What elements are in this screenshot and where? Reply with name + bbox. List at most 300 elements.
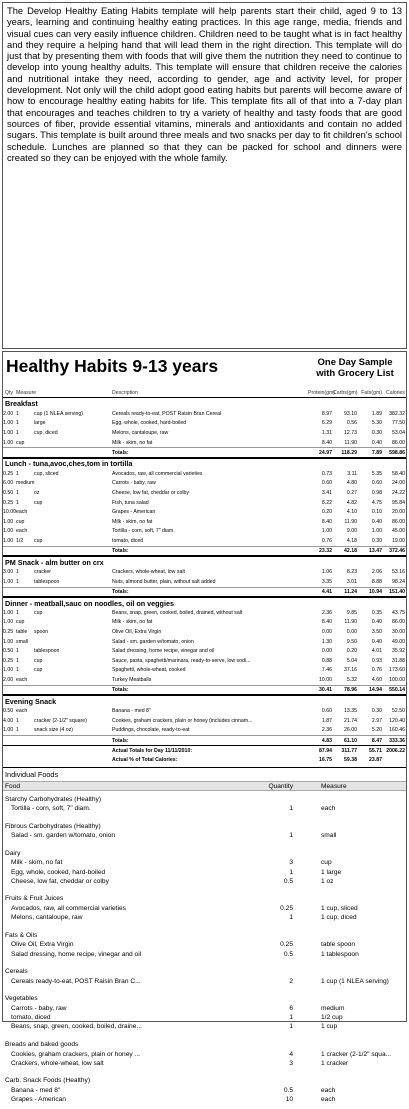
item-carbs: 4.18 bbox=[346, 537, 357, 544]
item-protein: 3.35 bbox=[321, 578, 332, 585]
grocery-item-row bbox=[3, 804, 406, 813]
meal-item-row bbox=[3, 527, 406, 537]
grocery-category: Breads and baked goods bbox=[5, 1040, 79, 1048]
item-carbs: 3.11 bbox=[347, 470, 357, 477]
sheet-subtitle bbox=[310, 357, 400, 379]
grocery-food: Cereals ready-to-eat, POST Raisin Bran C... bbox=[11, 977, 141, 985]
category-gap bbox=[3, 922, 406, 927]
item-fats: 1.00 bbox=[371, 528, 382, 535]
item-protein: 1.87 bbox=[321, 717, 332, 724]
grocery-measure: 1 tablespoon bbox=[321, 950, 359, 958]
item-fats: 0.30 bbox=[371, 537, 382, 544]
item-unit: small bbox=[16, 638, 29, 645]
meal-plan-sheet bbox=[2, 351, 407, 1104]
item-unit: cup bbox=[16, 619, 25, 626]
col-carbs: Carbs(gm) bbox=[333, 389, 358, 396]
grocery-category: Starchy Carbohydrates (Healthy) bbox=[5, 795, 102, 803]
item-protein: 2.36 bbox=[321, 727, 332, 734]
grocery-measure: small bbox=[321, 832, 337, 840]
grocery-food: Cheese, low fat, cheddar or colby bbox=[11, 877, 109, 885]
item-calories: 24.00 bbox=[392, 480, 405, 487]
grocery-food: Cookies, graham crackers, plain or honey ... bbox=[11, 1050, 141, 1058]
meal-item-row bbox=[3, 428, 406, 438]
meal-totals-row bbox=[3, 685, 406, 695]
totals-calories: 598.86 bbox=[389, 449, 405, 456]
grocery-measure: 1 cup bbox=[321, 1023, 338, 1031]
item-protein: 8.40 bbox=[321, 619, 332, 626]
totals-protein: 4.41 bbox=[321, 588, 332, 595]
item-carbs: 13.35 bbox=[344, 708, 357, 715]
item-unit: each bbox=[16, 708, 28, 715]
item-description: Puddings, chocolate, ready-to-eat bbox=[112, 727, 190, 734]
item-description: Avocados, raw, all commercial varieties bbox=[112, 470, 203, 477]
item-description: Milk - skim, no fat bbox=[112, 518, 153, 525]
meal-block bbox=[3, 556, 406, 597]
col-calories: Calories bbox=[385, 389, 405, 396]
category-gap bbox=[3, 813, 406, 818]
grocery-item-row bbox=[3, 950, 406, 959]
item-calories: 19.00 bbox=[392, 537, 405, 544]
col-protein: Protein(gm) bbox=[308, 389, 336, 396]
item-carbs: 9.85 bbox=[346, 609, 357, 616]
grocery-food: Grapes - American bbox=[11, 1096, 66, 1104]
item-carbs: 4.82 bbox=[346, 499, 357, 506]
item-qty: 2.00 bbox=[3, 677, 14, 684]
item-protein: 1.31 bbox=[321, 429, 332, 436]
item-measure: cup bbox=[34, 657, 43, 664]
totals-label: Totals: bbox=[112, 449, 129, 456]
totals-fats: 7.89 bbox=[371, 449, 382, 456]
totals-label: Totals: bbox=[112, 588, 129, 595]
meal-heading: PM Snack - alm butter on crx bbox=[3, 556, 406, 567]
item-fats: 0.40 bbox=[371, 638, 382, 645]
grocery-col-quantity: Quantity bbox=[268, 782, 293, 790]
grocery-quantity: 4 bbox=[289, 1050, 293, 1058]
item-description: Milk - skim, no fat bbox=[112, 619, 153, 626]
item-unit: 1 bbox=[16, 578, 19, 585]
totals-protein: 4.83 bbox=[321, 737, 332, 744]
item-calories: 100.00 bbox=[389, 677, 405, 684]
grocery-quantity: 1 bbox=[289, 914, 293, 922]
meal-block bbox=[3, 695, 406, 745]
item-carbs: 5.04 bbox=[346, 657, 357, 664]
grocery-quantity: 10 bbox=[285, 1096, 293, 1104]
item-unit: 1 bbox=[16, 648, 19, 655]
item-calories: 53.04 bbox=[392, 429, 405, 436]
item-qty: 1.00 bbox=[3, 537, 14, 544]
item-calories: 77.50 bbox=[392, 420, 405, 427]
item-fats: 4.60 bbox=[371, 677, 382, 684]
meal-item-row bbox=[3, 656, 406, 666]
item-description: Cereals ready-to-eat, POST Raisin Bran Cereal bbox=[112, 410, 222, 417]
day-calories: 2006.22 bbox=[386, 747, 405, 754]
item-fats: 5.35 bbox=[371, 470, 382, 477]
item-unit: cup bbox=[16, 518, 25, 525]
meal-item-row bbox=[3, 716, 406, 726]
grocery-category: Fibrous Carbohydrates (Healthy) bbox=[5, 822, 101, 830]
grocery-heading: Individual Foods bbox=[3, 767, 406, 781]
item-qty: 1.00 bbox=[3, 518, 14, 525]
item-unit: 1/2 bbox=[16, 537, 24, 544]
meal-item-row bbox=[3, 608, 406, 618]
item-calories: 49.00 bbox=[392, 638, 405, 645]
meal-item-row bbox=[3, 517, 406, 527]
item-qty: 1.00 bbox=[3, 667, 14, 674]
item-calories: 45.00 bbox=[392, 528, 405, 535]
item-fats: 4.01 bbox=[371, 648, 382, 655]
item-description: Cheese, low fat, cheddar or colby bbox=[112, 489, 189, 496]
item-qty: 1.00 bbox=[3, 609, 14, 616]
category-gap bbox=[3, 1031, 406, 1036]
item-carbs: 0.00 bbox=[346, 629, 357, 636]
meal-item-row bbox=[3, 706, 406, 716]
meal-heading: Dinner - meatball,sauc on noodles, oil on veggies bbox=[3, 597, 406, 608]
grocery-item-row bbox=[3, 858, 406, 867]
item-calories: 35.92 bbox=[392, 648, 405, 655]
grocery-item-row bbox=[3, 940, 406, 949]
item-unit: 1 bbox=[16, 717, 19, 724]
item-carbs: 21.74 bbox=[344, 717, 357, 724]
item-calories: 173.60 bbox=[389, 667, 405, 674]
grocery-item-row bbox=[3, 1059, 406, 1068]
item-description: Tortilla - corn, soft, 7" diam. bbox=[112, 528, 175, 535]
item-protein: 8.97 bbox=[321, 410, 332, 417]
grocery-quantity: 1 bbox=[289, 868, 293, 876]
item-protein: 0.73 bbox=[321, 470, 332, 477]
item-fats: 0.30 bbox=[371, 429, 382, 436]
item-fats: 0.93 bbox=[371, 657, 382, 664]
item-carbs: 8.23 bbox=[346, 569, 357, 576]
grocery-measure: cup bbox=[321, 859, 332, 867]
item-qty: 10.00 bbox=[3, 509, 16, 516]
grocery-food: Carrots - baby, raw bbox=[11, 1004, 67, 1012]
item-description: tomato, diced bbox=[112, 537, 144, 544]
pct-carbs: 59.38 bbox=[344, 757, 357, 764]
meals-container bbox=[3, 398, 406, 746]
item-protein: 8.22 bbox=[321, 499, 332, 506]
meal-item-row bbox=[3, 646, 406, 656]
item-carbs: 9.50 bbox=[346, 638, 357, 645]
sheet-title: Healthy Habits 9-13 years bbox=[6, 356, 219, 376]
item-description: Fish, tuna salad bbox=[112, 499, 149, 506]
item-calories: 86.00 bbox=[392, 619, 405, 626]
grocery-quantity: 1 bbox=[289, 1023, 293, 1031]
item-measure: cup bbox=[34, 499, 43, 506]
item-qty: 1.00 bbox=[3, 578, 14, 585]
meal-item-row bbox=[3, 498, 406, 508]
item-carbs: 0.20 bbox=[346, 648, 357, 655]
item-fats: 0.30 bbox=[371, 708, 382, 715]
item-protein: 0.00 bbox=[321, 648, 332, 655]
meal-item-row bbox=[3, 577, 406, 587]
pct-protein: 16.75 bbox=[319, 757, 332, 764]
totals-fats: 8.47 bbox=[371, 737, 382, 744]
item-qty: 0.50 bbox=[3, 648, 14, 655]
item-description: Olive Oil, Extra Virgin bbox=[112, 629, 162, 636]
item-fats: 8.88 bbox=[371, 578, 382, 585]
item-measure: cup bbox=[34, 667, 43, 674]
item-qty: 0.25 bbox=[3, 499, 14, 506]
item-qty: 6.00 bbox=[3, 480, 14, 487]
item-description: Crackers, whole-wheat, low salt bbox=[112, 569, 185, 576]
grocery-measure: 1/2 cup bbox=[321, 1014, 343, 1022]
totals-calories: 372.46 bbox=[389, 548, 405, 555]
meal-block bbox=[3, 458, 406, 556]
item-protein: 1.06 bbox=[321, 569, 332, 576]
category-gap bbox=[3, 986, 406, 991]
totals-fats: 13.47 bbox=[369, 548, 382, 555]
totals-label: Totals: bbox=[112, 737, 129, 744]
item-calories: 20.00 bbox=[392, 509, 405, 516]
grocery-item-row bbox=[3, 1095, 406, 1104]
item-unit: 1 bbox=[16, 667, 19, 674]
grocery-measure: medium bbox=[321, 1004, 345, 1012]
meal-block bbox=[3, 597, 406, 695]
col-fats: Fats(gm) bbox=[361, 389, 382, 396]
grocery-food: Olive Oil, Extra Virgin bbox=[11, 941, 74, 949]
category-gap bbox=[3, 1068, 406, 1073]
grocery-quantity: 1 bbox=[289, 805, 293, 813]
item-unit: 1 bbox=[16, 499, 19, 506]
grocery-category: Carb. Snack Foods (Healthy) bbox=[5, 1077, 91, 1085]
item-calories: 382.32 bbox=[389, 410, 405, 417]
meal-item-row bbox=[3, 627, 406, 637]
category-gap bbox=[3, 1104, 406, 1109]
item-measure: tablespoon bbox=[34, 578, 60, 585]
item-carbs: 4.80 bbox=[346, 480, 357, 487]
grocery-food: Crackers, whole-wheat, low salt bbox=[11, 1059, 104, 1067]
item-carbs: 0.27 bbox=[346, 489, 357, 496]
meal-item-row bbox=[3, 419, 406, 429]
meal-item-row bbox=[3, 536, 406, 546]
item-unit: medium bbox=[16, 480, 35, 487]
pct-totals-row bbox=[3, 755, 406, 765]
item-measure: cup (1 NLEA serving) bbox=[34, 410, 84, 417]
item-fats: 5.20 bbox=[371, 727, 382, 734]
item-protein: 1.00 bbox=[321, 528, 332, 535]
item-carbs: 4.10 bbox=[346, 509, 357, 516]
item-unit: 1 bbox=[16, 569, 19, 576]
grocery-category: Vegetables bbox=[5, 995, 38, 1003]
item-measure: oz bbox=[34, 489, 40, 496]
item-carbs: 0.56 bbox=[346, 420, 357, 427]
col-measure: Measure bbox=[16, 389, 37, 396]
item-carbs: 11.90 bbox=[344, 619, 357, 626]
item-unit: table bbox=[16, 629, 28, 636]
pct-totals-label: Actual % of Total Calories: bbox=[112, 757, 178, 764]
item-protein: 0.60 bbox=[321, 708, 332, 715]
item-measure: cup bbox=[34, 609, 43, 616]
meal-heading: Evening Snack bbox=[3, 695, 406, 706]
item-calories: 30.00 bbox=[392, 629, 405, 636]
item-fats: 0.40 bbox=[371, 439, 382, 446]
item-unit: 1 bbox=[16, 657, 19, 664]
item-qty: 0.25 bbox=[3, 657, 14, 664]
item-unit: 1 bbox=[16, 410, 19, 417]
item-calories: 43.75 bbox=[392, 609, 405, 616]
grocery-list bbox=[3, 794, 406, 1109]
meal-item-row bbox=[3, 488, 406, 498]
item-protein: 10.00 bbox=[319, 677, 332, 684]
item-fats: 2.97 bbox=[371, 717, 382, 724]
item-fats: 0.76 bbox=[371, 667, 382, 674]
totals-calories: 151.40 bbox=[389, 588, 405, 595]
grocery-quantity: 3 bbox=[289, 859, 293, 867]
item-unit: each bbox=[16, 509, 28, 516]
item-qty: 0.25 bbox=[3, 470, 14, 477]
item-measure: spoon bbox=[34, 629, 49, 636]
item-protein: 0.88 bbox=[321, 657, 332, 664]
grocery-quantity: 3 bbox=[289, 1059, 293, 1067]
item-measure: cracker bbox=[34, 569, 52, 576]
item-qty: 4.00 bbox=[3, 717, 14, 724]
item-calories: 58.40 bbox=[392, 470, 405, 477]
item-description: Carrots - baby, raw bbox=[112, 480, 156, 487]
totals-fats: 14.94 bbox=[369, 687, 382, 694]
grocery-quantity: 1 bbox=[289, 832, 293, 840]
meal-item-row bbox=[3, 726, 406, 736]
grocery-item-row bbox=[3, 1004, 406, 1013]
grocery-category: Fruits & Fruit Juices bbox=[5, 895, 64, 903]
grocery-measure: 1 cracker bbox=[321, 1059, 349, 1067]
item-description: Nuts, almond butter, plain, without salt added bbox=[112, 578, 216, 585]
item-qty: 1.00 bbox=[3, 727, 14, 734]
item-measure: large bbox=[34, 420, 46, 427]
totals-calories: 333.36 bbox=[389, 737, 405, 744]
column-headers bbox=[3, 388, 406, 398]
grocery-quantity: 0.5 bbox=[283, 1086, 293, 1094]
grocery-food: Milk - skim, no fat bbox=[11, 859, 63, 867]
grocery-food: Avocados, raw, all commercial varieties bbox=[11, 905, 126, 913]
grocery-item-row bbox=[3, 1049, 406, 1058]
item-qty: 0.50 bbox=[3, 708, 14, 715]
grocery-category: Cereals bbox=[5, 968, 28, 976]
meal-totals-row bbox=[3, 587, 406, 597]
totals-carbs: 118.29 bbox=[341, 449, 357, 456]
item-qty: 1.00 bbox=[3, 638, 14, 645]
grocery-measure: each bbox=[321, 1086, 336, 1094]
meal-item-row bbox=[3, 479, 406, 489]
grocery-measure: 1 cracker (2-1/2" squa... bbox=[321, 1050, 392, 1058]
grocery-quantity: 1 bbox=[289, 1014, 293, 1022]
item-description: Beans, snap, green, cooked, boiled, drained, without salt bbox=[112, 609, 243, 616]
item-protein: 8.40 bbox=[321, 439, 332, 446]
item-carbs: 93.10 bbox=[344, 410, 357, 417]
meal-item-row bbox=[3, 469, 406, 479]
item-carbs: 26.00 bbox=[344, 727, 357, 734]
item-calories: 31.88 bbox=[392, 657, 405, 664]
item-calories: 160.46 bbox=[389, 727, 405, 734]
item-carbs: 11.90 bbox=[344, 439, 357, 446]
item-unit: each bbox=[16, 677, 28, 684]
totals-carbs: 11.24 bbox=[344, 588, 357, 595]
grocery-measure: 1 cup, diced bbox=[321, 914, 357, 922]
pct-fats: 23.87 bbox=[369, 757, 382, 764]
category-gap bbox=[3, 840, 406, 845]
totals-carbs: 42.18 bbox=[344, 548, 357, 555]
item-description: Cookies, graham crackers, plain or honey (includes cinnam... bbox=[112, 717, 253, 724]
grocery-food: Tortilla - corn, soft, 7" diam. bbox=[11, 805, 91, 813]
item-description: Sauce, pasta, spaghetti/marinara, ready-to-serve, low sodi... bbox=[112, 657, 251, 664]
category-gap bbox=[3, 959, 406, 964]
item-fats: 0.40 bbox=[371, 518, 382, 525]
subtitle-line-1: One Day Sample bbox=[317, 357, 393, 368]
item-protein: 2.36 bbox=[321, 609, 332, 616]
grocery-item-row bbox=[3, 1013, 406, 1022]
grocery-quantity: 0.5 bbox=[283, 950, 293, 958]
category-gap bbox=[3, 886, 406, 891]
item-unit: 1 bbox=[16, 489, 19, 496]
grocery-column-headers bbox=[3, 781, 406, 791]
item-qty: 0.50 bbox=[3, 489, 14, 496]
item-fats: 0.98 bbox=[371, 489, 382, 496]
grocery-measure: table spoon bbox=[321, 941, 356, 949]
col-qty: Qty bbox=[4, 389, 13, 396]
item-description: Salad dressing, home recipe, vinegar and oil bbox=[112, 648, 215, 655]
meal-item-row bbox=[3, 567, 406, 577]
grocery-food: tomato, diced bbox=[11, 1014, 51, 1022]
item-measure: cup bbox=[34, 537, 43, 544]
grocery-item-row bbox=[3, 1086, 406, 1095]
meal-item-row bbox=[3, 675, 406, 685]
grocery-quantity: 0.25 bbox=[280, 941, 293, 949]
item-description: Milk - skim, no fat bbox=[112, 439, 153, 446]
item-qty: 0.25 bbox=[3, 629, 14, 636]
item-protein: 3.41 bbox=[321, 489, 332, 496]
item-calories: 86.00 bbox=[392, 439, 405, 446]
item-fats: 2.06 bbox=[371, 569, 382, 576]
totals-fats: 10.94 bbox=[369, 588, 382, 595]
item-fats: 0.60 bbox=[371, 480, 382, 487]
grocery-item-row bbox=[3, 1022, 406, 1031]
totals-label: Totals: bbox=[112, 548, 129, 555]
totals-label: Totals: bbox=[112, 687, 129, 694]
item-qty: 1.00 bbox=[3, 619, 14, 626]
totals-protein: 23.32 bbox=[319, 548, 332, 555]
item-fats: 3.50 bbox=[371, 629, 382, 636]
item-protein: 0.60 bbox=[321, 480, 332, 487]
meal-item-row bbox=[3, 507, 406, 517]
grocery-food: Egg, whole, cooked, hard-boiled bbox=[11, 868, 106, 876]
item-description: Egg, whole, cooked, hard-boiled bbox=[112, 420, 187, 427]
item-fats: 1.89 bbox=[371, 410, 382, 417]
item-protein: 0.76 bbox=[321, 537, 332, 544]
grocery-food: Melons, cantaloupe, raw bbox=[11, 914, 83, 922]
item-measure: cracker (2-1/2" square) bbox=[34, 717, 87, 724]
totals-calories: 550.14 bbox=[389, 687, 405, 694]
item-unit: 1 bbox=[16, 470, 19, 477]
item-description: Banana - med 8" bbox=[112, 708, 151, 715]
item-unit: 1 bbox=[16, 429, 19, 436]
item-calories: 120.40 bbox=[389, 717, 405, 724]
item-description: Turkey Meatballs bbox=[112, 677, 152, 684]
item-qty: 1.00 bbox=[3, 439, 14, 446]
item-calories: 53.16 bbox=[392, 569, 405, 576]
item-measure: snack size (4 oz) bbox=[34, 727, 73, 734]
meal-block bbox=[3, 398, 406, 458]
grocery-item-row bbox=[3, 877, 406, 886]
item-carbs: 5.32 bbox=[346, 677, 357, 684]
item-description: Spaghetti, whole-wheat, cooked bbox=[112, 667, 186, 674]
grocery-col-food: Food bbox=[5, 782, 21, 790]
item-fats: 5.30 bbox=[371, 420, 382, 427]
grocery-quantity: 0.25 bbox=[280, 905, 293, 913]
item-calories: 98.24 bbox=[392, 578, 405, 585]
item-unit: 1 bbox=[16, 420, 19, 427]
item-unit: 1 bbox=[16, 609, 19, 616]
meal-totals-row bbox=[3, 735, 406, 745]
meal-heading: Lunch - tuna,avoc,ches,tom in tortilla bbox=[3, 458, 406, 469]
